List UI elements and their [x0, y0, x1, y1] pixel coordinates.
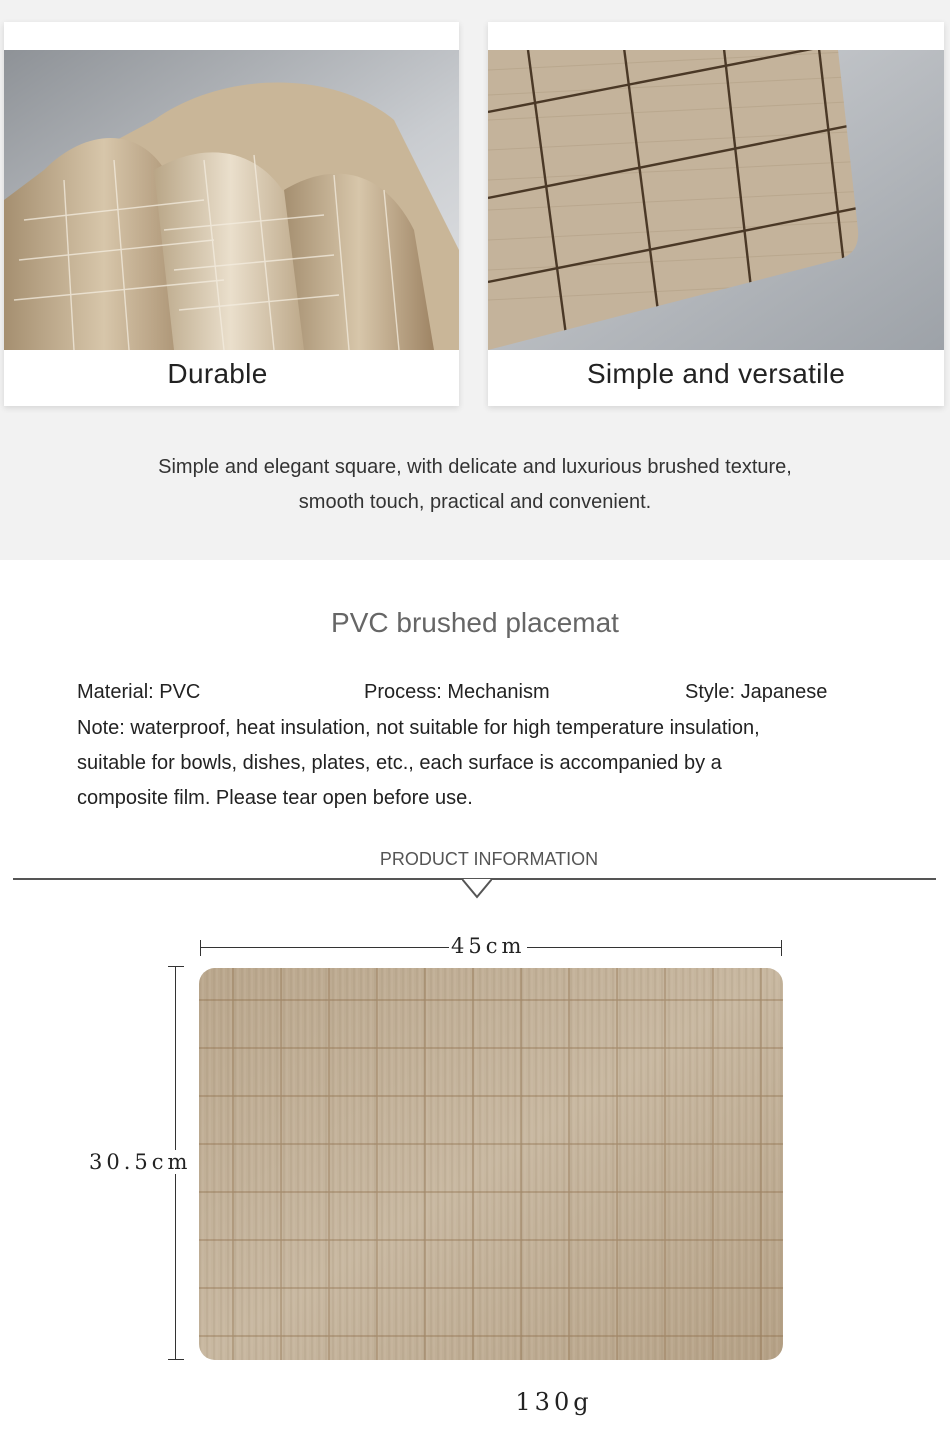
product-information-label: PRODUCT INFORMATION	[379, 849, 599, 869]
chevron-down-icon	[462, 879, 492, 906]
placemat-corner-photo	[488, 50, 944, 350]
feature-description	[0, 450, 950, 520]
placemat-image	[199, 968, 783, 1360]
spec-process: Process: Mechanism	[364, 681, 550, 703]
description-line-2: smooth touch, practical and convenient.	[298, 491, 652, 513]
spec-material: Material: PVC	[77, 681, 201, 703]
durable-caption: Durable	[167, 358, 268, 389]
spec-style: Style: Japanese	[685, 681, 828, 703]
note-line-2: suitable for bowls, dishes, plates, etc., each surface is accompanied by a	[77, 752, 722, 774]
product-title: PVC brushed placemat	[331, 607, 619, 638]
width-label: 45cm	[451, 934, 526, 958]
feature-card-versatile	[488, 22, 944, 406]
note-line-1: Note: waterproof, heat insulation, not suitable for high temperature insulation,	[77, 717, 760, 739]
rolled-placemats-photo	[4, 50, 459, 350]
note-line-3: composite film. Please tear open before use.	[77, 787, 473, 809]
description-line-1: Simple and elegant square, with delicate and luxurious brushed texture,	[158, 456, 792, 478]
feature-card-durable	[4, 22, 459, 406]
product-note	[77, 711, 897, 816]
height-label: 30.5cm	[89, 1150, 192, 1174]
versatile-caption: Simple and versatile	[586, 358, 846, 389]
weight-label: 130g	[515, 1388, 593, 1416]
